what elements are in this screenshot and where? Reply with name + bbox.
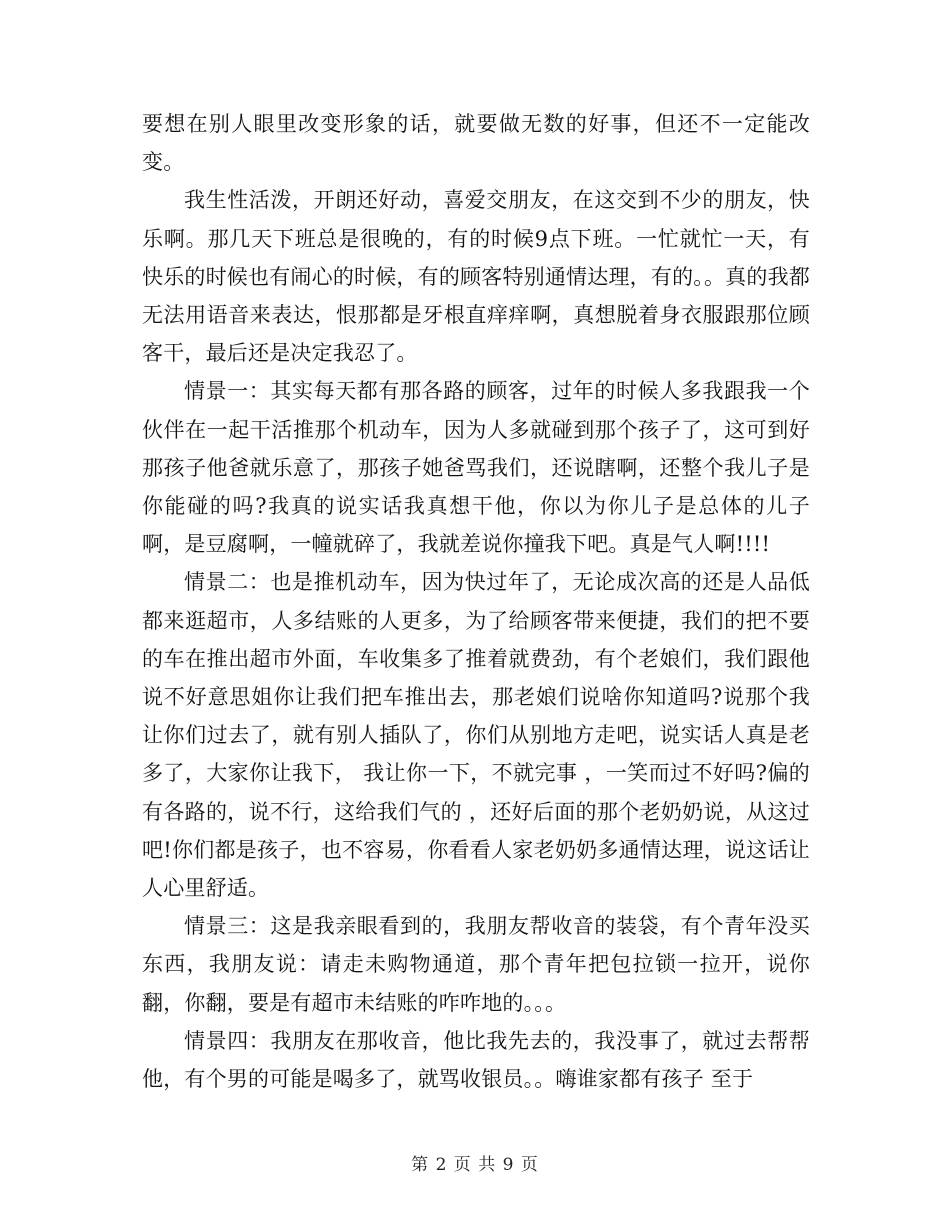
document-body (142, 105, 810, 1098)
paragraph-scene-3: 情景三：这是我亲眼看到的，我朋友帮收音的装袋，有个青年没买东西，我朋友说：请走未购物通道，那个青年把包拉锁一拉开，说你翻，你翻，要是有超市未结账的咋咋地的。。。 (142, 914, 810, 1015)
paragraph-continuation: 要想在别人眼里改变形象的话，就要做无数的好事，但还不一定能改变。 (142, 112, 810, 175)
paragraph-intro: 我生性活泼，开朗还好动，喜爱交朋友，在这交到不少的朋友，快乐啊。那几天下班总是很晚的，有的时候9点下班。一忙就忙一天，有快乐的时候也有闹心的时候，有的顾客特别通情达理，有的。。真的我都无法用语音来表达，恨那都是牙根直痒痒啊，真想脱着身衣服跟那位顾客干，最后还是决定我忍了。 (142, 188, 810, 366)
page-number-footer: 第 2 页 共 9 页 (411, 1155, 539, 1175)
paragraph-scene-4: 情景四：我朋友在那收音，他比我先去的，我没事了，就过去帮帮他，有个男的可能是喝多了，就骂收银员。。嗨谁家都有孩子 至于 (142, 1028, 810, 1092)
paragraph-scene-2: 情景二：也是推机动车，因为快过年了，无论成次高的还是人品低都来逛超市，人多结账的人更多，为了给顾客带来便捷，我们的把不要的车在推出超市外面，车收集多了推着就费劲，有个老娘们，我们跟他说不好意思姐你让我们把车推出去，那老娘们说啥你知道吗?说那个我让你们过去了，就有别人插队了，你们从别地方走吧，说实话人真是老多了，大家你让我下， 我让你一下，不就完事 ，一笑而过不好吗?偏的有各路的，说不行，这给我们气的 ，还好后面的那个老奶奶说，从这过吧!你们都是孩子，也不容易，你看看人家老奶奶多通情达理，说这话让人心里舒适。 (142, 570, 810, 901)
paragraph-scene-1: 情景一：其实每天都有那各路的顾客，过年的时候人多我跟我一个伙伴在一起干活推那个机动车，因为人多就碰到那个孩子了，这可到好那孩子他爸就乐意了，那孩子她爸骂我们，还说瞎啊，还整个我儿子是你能碰的吗?我真的说实话我真想干他，你以为你儿子是总体的儿子啊，是豆腐啊，一幢就碎了，我就差说你撞我下吧。真是气人啊!!!! (142, 379, 810, 557)
